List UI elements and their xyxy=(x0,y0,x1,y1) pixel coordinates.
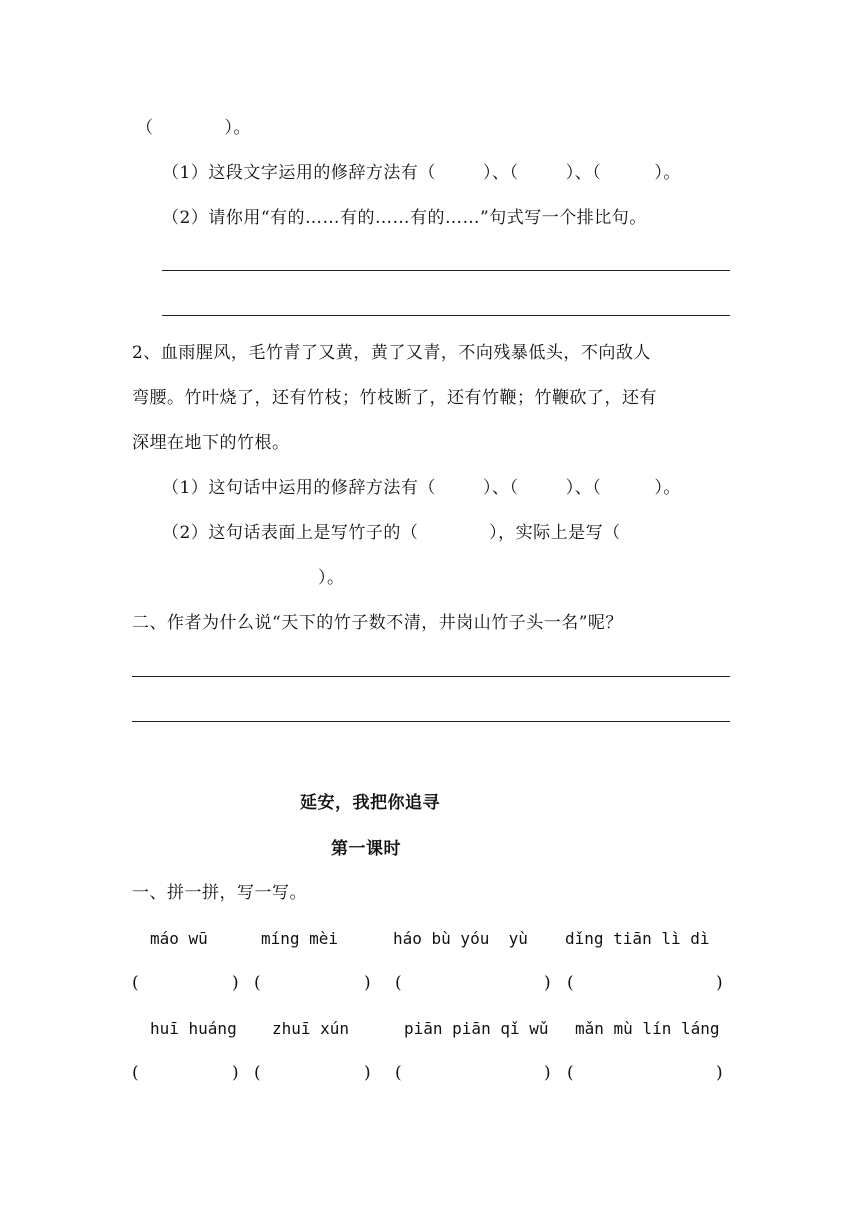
answer-bracket-open: ( xyxy=(567,1063,574,1083)
answer-bracket-close: ) xyxy=(232,973,239,993)
lesson-title: 延安，我把你追寻 xyxy=(300,793,440,813)
answer-line[interactable] xyxy=(132,721,730,722)
pinyin-item: piān piān qǐ wǔ xyxy=(404,1019,549,1038)
passage-line: 2、血雨腥风，毛竹青了又黄，黄了又青，不向残暴低头，不向敌人 xyxy=(132,343,651,363)
question-rhetoric-2: （1）这句话中运用的修辞方法有（ ）、（ ）、（ ）。 xyxy=(162,478,681,498)
answer-bracket-open: ( xyxy=(395,1063,402,1083)
question-parallelism: （2）请你用“有的……有的……有的……”句式写一个排比句。 xyxy=(162,208,647,228)
answer-bracket-open: ( xyxy=(132,973,139,993)
answer-bracket-continuation: （ ）。 xyxy=(136,118,251,138)
pinyin-item: háo bù yóu yù xyxy=(393,929,528,948)
passage-line: 深埋在地下的竹根。 xyxy=(132,433,290,453)
lesson-subtitle: 第一课时 xyxy=(331,839,401,859)
answer-bracket-open: ( xyxy=(395,973,402,993)
answer-bracket-close: ) xyxy=(544,1063,551,1083)
question-rhetoric-1: （1）这段文字运用的修辞方法有（ ）、（ ）、（ ）。 xyxy=(162,163,681,183)
pinyin-item: huī huáng xyxy=(150,1019,237,1038)
answer-bracket-close: ) xyxy=(544,973,551,993)
answer-line[interactable] xyxy=(162,270,730,271)
pinyin-item: zhuī xún xyxy=(272,1019,350,1038)
answer-bracket-close: ) xyxy=(716,973,723,993)
answer-bracket-close: ）。 xyxy=(318,568,345,588)
answer-bracket-open: ( xyxy=(254,973,261,993)
answer-bracket-close: ) xyxy=(364,973,371,993)
answer-bracket-open: ( xyxy=(132,1063,139,1083)
answer-bracket-close: ) xyxy=(364,1063,371,1083)
answer-bracket-open: ( xyxy=(254,1063,261,1083)
answer-bracket-close: ) xyxy=(232,1063,239,1083)
answer-bracket-open: ( xyxy=(567,973,574,993)
pinyin-item: míng mèi xyxy=(261,929,339,948)
answer-line[interactable] xyxy=(132,676,730,677)
task-heading: 一、拼一拼，写一写。 xyxy=(132,883,307,903)
question-meaning: （2）这句话表面上是写竹子的（ ），实际上是写（ xyxy=(162,523,621,543)
answer-bracket-close: ) xyxy=(716,1063,723,1083)
question-two: 二、作者为什么说“天下的竹子数不清，井岗山竹子头一名”呢？ xyxy=(132,613,623,633)
pinyin-item: mǎn mù lín láng xyxy=(575,1019,720,1038)
passage-line: 弯腰。竹叶烧了，还有竹枝；竹枝断了，还有竹鞭；竹鞭砍了，还有 xyxy=(132,388,657,408)
pinyin-item: dǐng tiān lì dì xyxy=(565,929,710,948)
answer-line[interactable] xyxy=(162,315,730,316)
pinyin-item: máo wū xyxy=(150,929,208,948)
